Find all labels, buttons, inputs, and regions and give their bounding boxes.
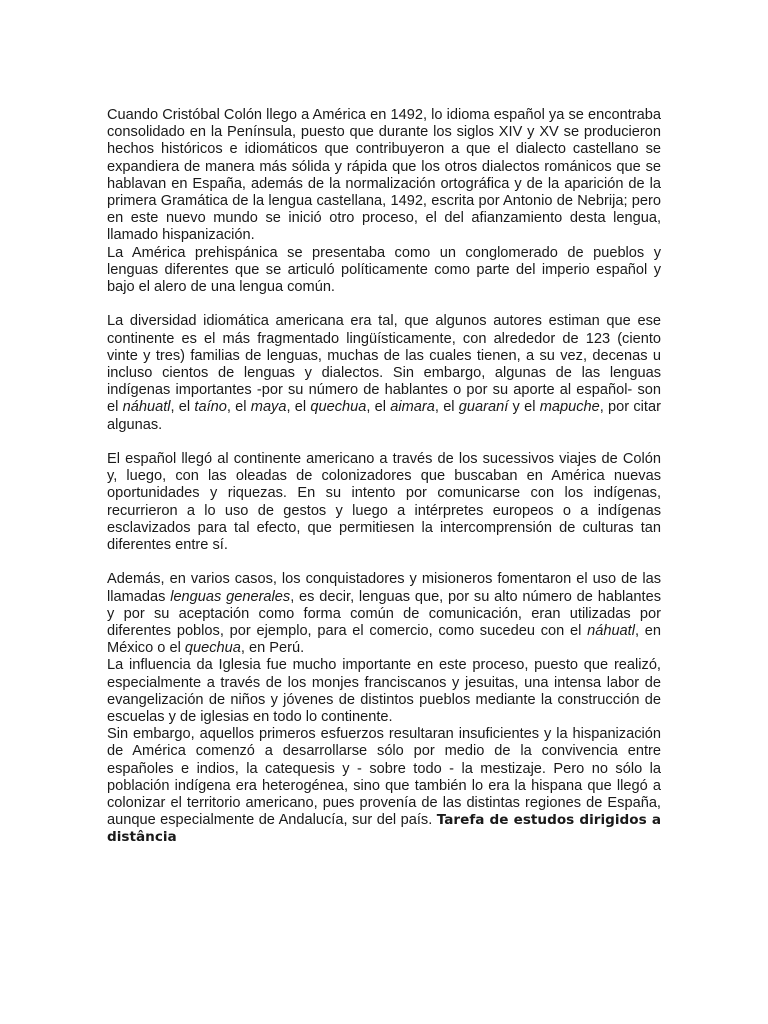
paragraph-text: , el xyxy=(366,399,391,416)
italic-term: taíno xyxy=(194,399,227,416)
paragraph-text: Sin embargo, aquellos primeros esfuerzos resultaran insuficientes y la hispanización de América comenzó a desarrollarse sólo por medio de la convivencia entre españoles e indios, la catequesis y - sobre todo - la mestizaje. Pero no sólo la población indígena era heterogénea, sino que también lo era la hispana que llegó a colonizar el territorio americano, pues provenía de las distintas regiones de España, aunque especialmente de Andalucía, sur del país. xyxy=(107,726,661,829)
paragraph-text: , el xyxy=(434,399,459,416)
paragraph xyxy=(107,726,661,846)
italic-term: maya xyxy=(250,399,287,416)
paragraph xyxy=(107,107,661,245)
italic-term: náhuatl xyxy=(122,399,171,416)
paragraph-gap xyxy=(107,554,661,571)
paragraph-text: y el xyxy=(508,399,540,416)
paragraph-text: Además, en varios casos, los conquistadores y misioneros fomentaron el uso de las llamadas xyxy=(107,571,661,605)
paragraph-text: Cuando Cristóbal Colón llego a América en 1492, lo idioma español ya se encontraba consolidado en la Península, puesto que durante los siglos XIV y XV se producieron hechos históricos e idiomáticos que contribuyeron a que el dialecto castellano se expandiera de manera más sólida y rápida que los otros dialectos románicos que se hablavan en España, además de la normalización ortográfica y de la aparición de la primera Gramática de la lengua castellana, 1492, escrita por Antonio de Nebrija; pero en este nuevo mundo se inició otro proceso, el del afianzamiento desta lengua, llamado hispanización. xyxy=(107,107,661,244)
document-body xyxy=(107,107,661,847)
paragraph-text: , por citar algunas. xyxy=(107,399,661,433)
italic-term: aimara xyxy=(390,399,435,416)
paragraph-text: , en México o el xyxy=(107,623,662,657)
paragraph-text: El español llegó al continente americano a través de los sucessivos viajes de Colón y, luego, con las oleadas de colonizadores que buscaban en América nuevas oportunidades y riquezas. En su intento por comunicarse con los indígenas, recurrieron a lo uso de gestos y luego a intérpretes europeos o a indígenas esclavizados para tal efecto, que permitiesen la intercomprensión de culturas tan diferentes entre sí. xyxy=(107,451,661,554)
bold-caption: Tarefa de estudos dirigidos a distância xyxy=(107,812,661,846)
paragraph-text: La América prehispánica se presentaba como un conglomerado de pueblos y lenguas diferentes que se articuló políticamente como parte del imperio español y bajo el alero de una lengua común. xyxy=(107,244,661,296)
paragraph-text: , el xyxy=(170,399,195,416)
italic-term: lenguas generales xyxy=(170,588,291,605)
italic-term: guaraní xyxy=(458,399,509,416)
paragraph-gap xyxy=(107,296,661,313)
paragraph-text: La influencia da Iglesia fue mucho importante en este proceso, puesto que realizó, especialmente a través de los monjes franciscanos y jesuitas, una intensa labor de evangelización de niños y jóvenes de distintos pueblos mediante la construcción de escuelas y de iglesias en todo lo continente. xyxy=(107,657,661,726)
paragraph-text: La diversidad idiomática americana era tal, que algunos autores estiman que ese continente es el más fragmentado lingüísticamente, con alrededor de 123 (ciento vinte y tres) familias de lenguas, muchas de las cuales tienen, a su vez, decenas u incluso cientos de lenguas y dialectos. Sin embargo, algunas de las lenguas indígenas importantes -por su número de hablantes o por su aporte al español- son el xyxy=(107,313,661,416)
italic-term: náhuatl xyxy=(587,623,635,640)
italic-term: quechua xyxy=(184,640,241,657)
paragraph xyxy=(107,657,661,726)
paragraph-text: , el xyxy=(226,399,251,416)
paragraph xyxy=(107,313,661,433)
italic-term: mapuche xyxy=(539,399,600,416)
paragraph-text: , es decir, lenguas que, por su alto número de hablantes y por su aceptación como forma común de comunicación, eran utilizadas por diferentes poblos, por ejemplo, para el comercio, como sucedeu con el xyxy=(107,588,661,640)
paragraph-text: , el xyxy=(286,399,311,416)
paragraph xyxy=(107,245,661,297)
paragraph xyxy=(107,571,661,657)
italic-term: quechua xyxy=(310,399,367,416)
paragraph-text: , en Perú. xyxy=(240,640,305,657)
paragraph-gap xyxy=(107,434,661,451)
paragraph xyxy=(107,451,661,554)
